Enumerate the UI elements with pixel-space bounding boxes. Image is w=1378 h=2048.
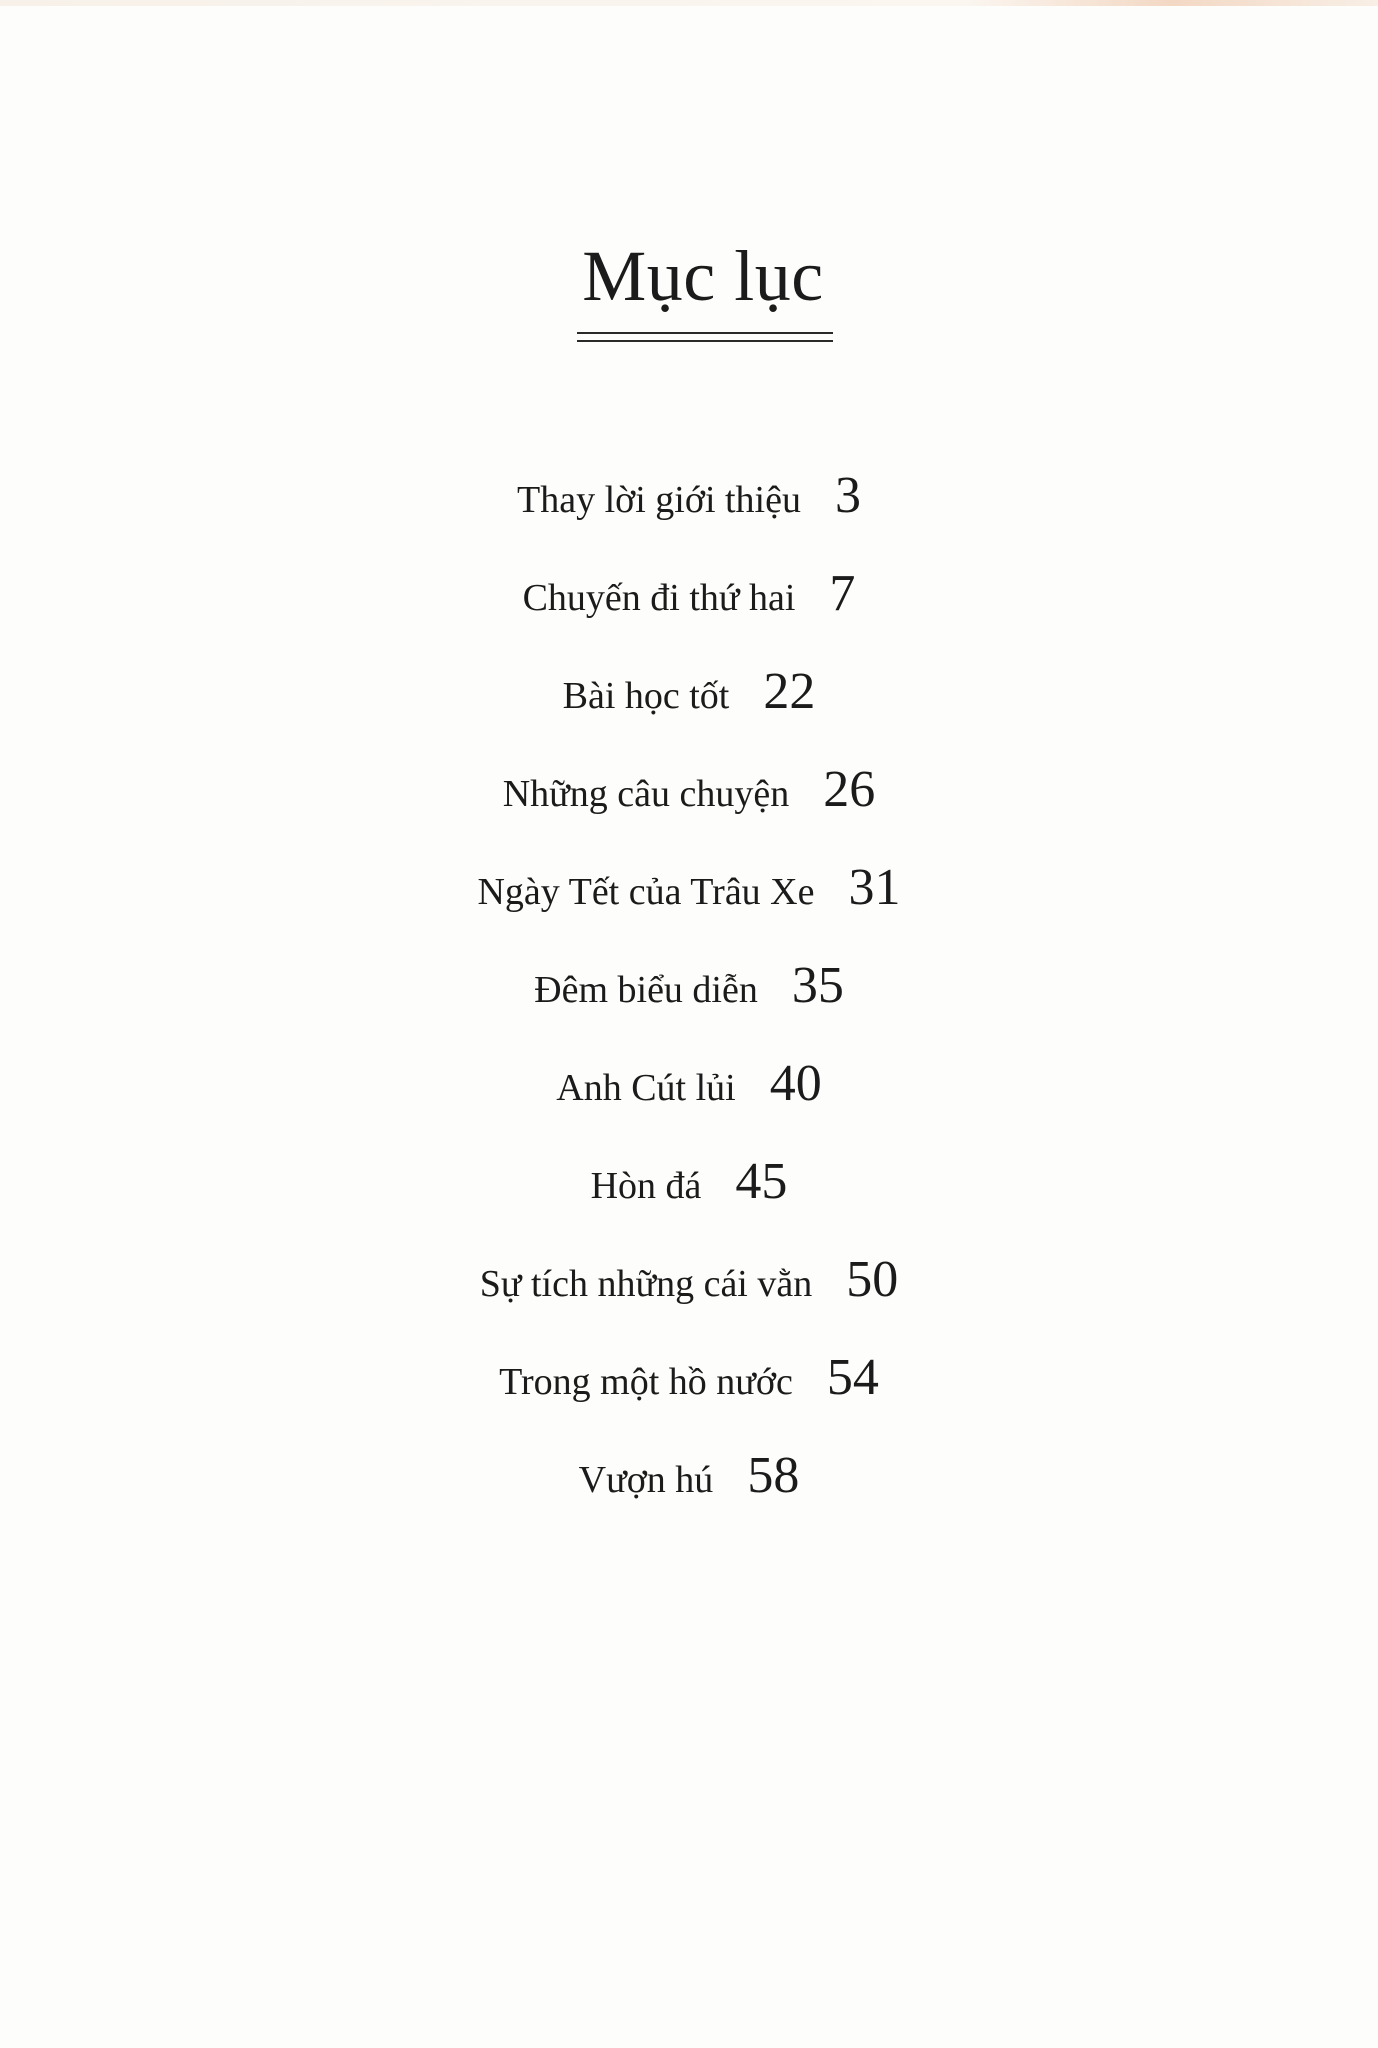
toc-entry-title: Ngày Tết của Trâu Xe bbox=[477, 871, 815, 913]
toc-entry bbox=[0, 565, 1378, 666]
toc-title: Mục lục bbox=[582, 236, 824, 316]
toc-entry-page: 31 bbox=[848, 859, 901, 916]
title-double-rule bbox=[577, 332, 833, 342]
toc-entry-title: Những câu chuyện bbox=[502, 773, 790, 815]
toc-entry-title: Hòn đá bbox=[590, 1165, 702, 1207]
toc-entry-page: 26 bbox=[823, 761, 876, 818]
toc-entry bbox=[0, 761, 1378, 862]
toc-entry-title: Đêm biểu diễn bbox=[534, 969, 758, 1011]
toc-entry-page: 40 bbox=[769, 1055, 822, 1112]
toc-entry bbox=[0, 1349, 1378, 1450]
toc-entry bbox=[0, 663, 1378, 764]
toc-title-block bbox=[0, 236, 1378, 316]
toc-entry-page: 35 bbox=[791, 957, 844, 1014]
toc-entry-title: Trong một hồ nước bbox=[499, 1361, 793, 1403]
toc-entry-page: 50 bbox=[846, 1251, 899, 1308]
toc-entry-title: Anh Cút lủi bbox=[556, 1067, 736, 1109]
toc-entry bbox=[0, 859, 1378, 960]
toc-entry-title: Thay lời giới thiệu bbox=[517, 479, 801, 521]
toc-entry-page: 58 bbox=[747, 1447, 800, 1504]
toc-entry-page: 3 bbox=[834, 467, 861, 524]
toc-entry-title: Chuyến đi thứ hai bbox=[522, 577, 796, 619]
toc-entry bbox=[0, 1251, 1378, 1352]
toc-entry-page: 7 bbox=[829, 565, 856, 622]
toc-entry-title: Vượn hú bbox=[578, 1459, 714, 1501]
toc-entry-page: 54 bbox=[826, 1349, 879, 1406]
toc-entry bbox=[0, 467, 1378, 568]
toc-entry bbox=[0, 1055, 1378, 1156]
toc-entry bbox=[0, 957, 1378, 1058]
toc-entry-title: Bài học tốt bbox=[562, 675, 730, 717]
toc-list bbox=[0, 467, 1378, 1548]
toc-entry bbox=[0, 1447, 1378, 1548]
toc-entry bbox=[0, 1153, 1378, 1254]
toc-entry-page: 22 bbox=[763, 663, 816, 720]
toc-entry-title: Sự tích những cái vằn bbox=[479, 1263, 813, 1305]
toc-entry-page: 45 bbox=[735, 1153, 788, 1210]
